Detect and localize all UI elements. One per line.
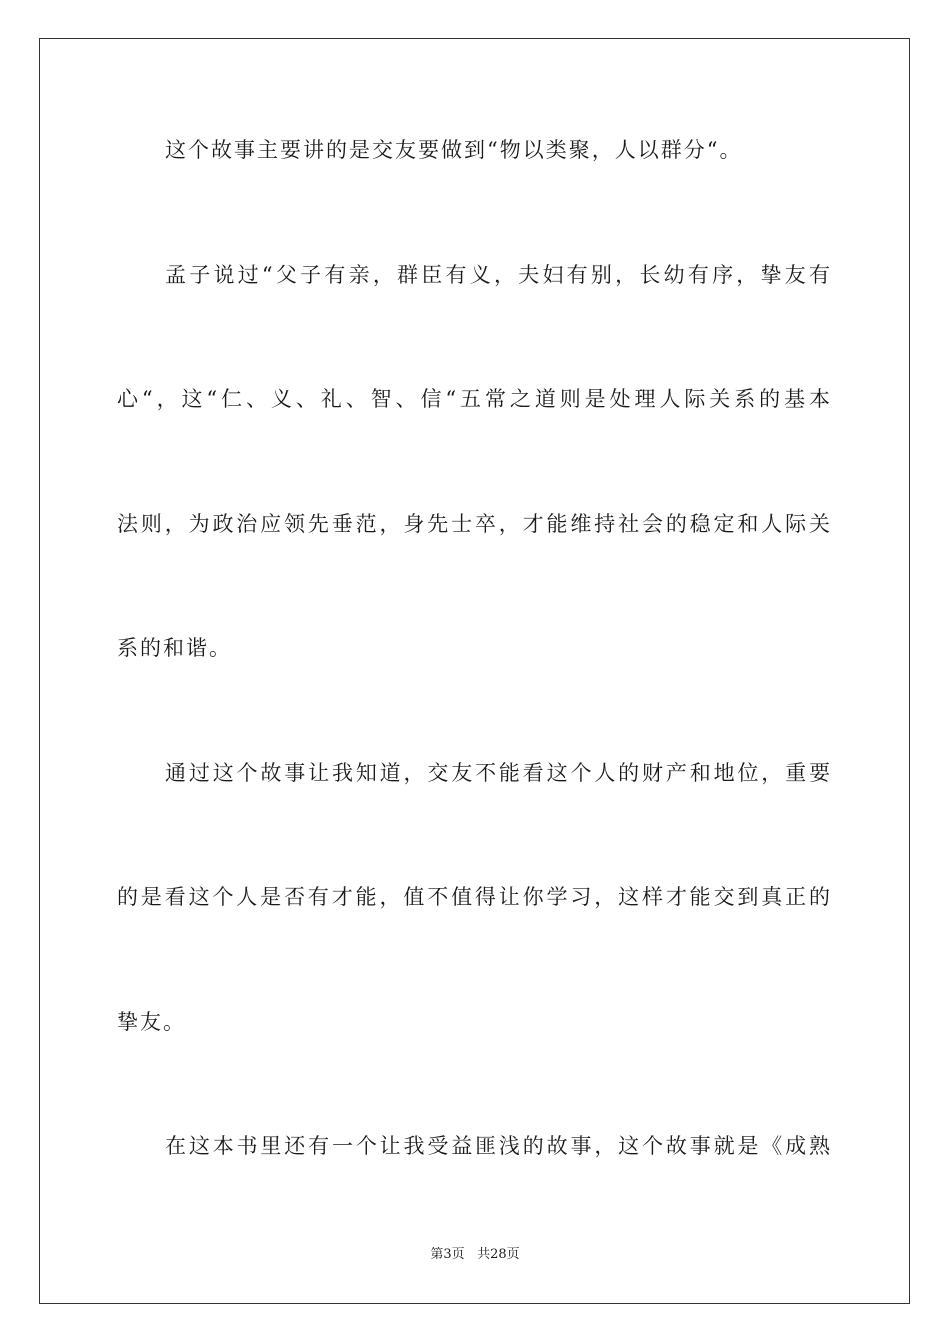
page-number: 第3页 [430,1247,465,1262]
page-footer [0,1246,950,1264]
paragraph-line: 通过这个故事让我知道，交友不能看这个人的财产和地位，重要 [165,761,832,785]
page-total: 共28页 [477,1247,520,1262]
paragraph-line: 在这本书里还有一个让我受益匪浅的故事，这个故事就是《成熟 [165,1134,832,1158]
paragraph-line: 心“，这“仁、义、礼、智、信“五常之道则是处理人际关系的基本 [117,387,832,411]
paragraph-line: 孟子说过“父子有亲，群臣有义，夫妇有别，长幼有序，挚友有 [165,263,832,287]
paragraph-line: 系的和谐。 [117,636,232,660]
page-border [39,38,910,1304]
paragraph-line: 法则，为政治应领先垂范，身先士卒，才能维持社会的稳定和人际关 [117,512,832,536]
paragraph-line: 挚友。 [117,1010,186,1034]
paragraph-line: 的是看这个人是否有才能，值不值得让你学习，这样才能交到真正的 [117,885,832,909]
paragraph-line: 这个故事主要讲的是交友要做到“物以类聚，人以群分“。 [165,138,743,162]
